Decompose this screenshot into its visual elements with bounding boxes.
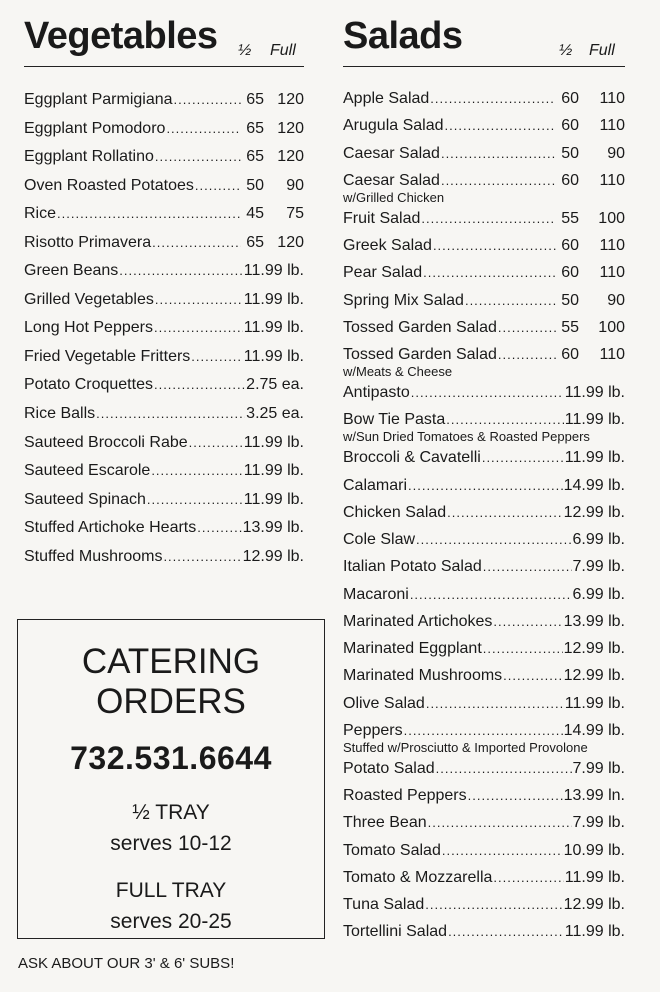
menu-item bbox=[343, 89, 625, 109]
full-tray-price: 110 bbox=[599, 346, 625, 363]
menu-item bbox=[24, 433, 304, 453]
unit-price: 10.99 lb. bbox=[563, 841, 625, 859]
item-name: Stuffed Mushrooms bbox=[24, 547, 163, 565]
unit-price: 11.99 lb. bbox=[564, 384, 625, 401]
dot-leader bbox=[163, 547, 241, 567]
dot-leader bbox=[430, 89, 556, 109]
menu-item bbox=[24, 404, 304, 424]
menu-item bbox=[343, 557, 625, 577]
item-description: w/Sun Dried Tomatoes & Roasted Peppers bbox=[343, 429, 590, 445]
unit-price: 12.99 lb. bbox=[563, 503, 625, 521]
dot-leader bbox=[96, 404, 245, 424]
item-name: Bow Tie Pasta bbox=[343, 411, 446, 429]
unit-price: 7.99 lb. bbox=[572, 759, 625, 777]
dot-leader bbox=[436, 759, 572, 779]
dot-leader bbox=[428, 813, 572, 833]
item-name: Rice bbox=[24, 205, 57, 223]
menu-item-row bbox=[343, 895, 625, 915]
unit-price: 11.99 lb. bbox=[564, 694, 625, 712]
item-name: Roasted Peppers bbox=[343, 787, 467, 804]
unit-price: 3.25 ea. bbox=[246, 405, 304, 423]
item-name: Oven Roasted Potatoes bbox=[24, 176, 194, 194]
menu-item-row bbox=[24, 518, 304, 538]
catering-orders-box bbox=[17, 619, 325, 939]
menu-item bbox=[343, 786, 625, 806]
menu-item-row bbox=[24, 490, 304, 510]
menu-item bbox=[343, 759, 625, 779]
dot-leader bbox=[483, 557, 572, 577]
item-name: Tossed Garden Salad bbox=[343, 318, 497, 336]
half-tray-info bbox=[18, 797, 324, 859]
item-name: Grilled Vegetables bbox=[24, 290, 154, 308]
item-name: Tossed Garden Salad bbox=[343, 346, 497, 363]
item-description: w/Grilled Chicken bbox=[343, 189, 445, 205]
menu-item-row bbox=[24, 404, 304, 424]
item-name: Macaroni bbox=[343, 585, 409, 603]
item-name: Marinated Mushrooms bbox=[343, 667, 503, 685]
full-tray-price: 90 bbox=[607, 144, 625, 162]
item-name: Olive Salad bbox=[343, 694, 425, 712]
dot-leader bbox=[482, 448, 564, 468]
item-name: Tomato & Mozzarella bbox=[343, 868, 493, 886]
dot-leader bbox=[425, 895, 562, 915]
unit-price: 6.99 lb. bbox=[572, 585, 625, 603]
half-tray-price: 45 bbox=[246, 205, 264, 223]
item-name: Potato Salad bbox=[343, 759, 435, 777]
dot-leader bbox=[189, 433, 243, 453]
half-tray-header: ½ bbox=[238, 42, 252, 59]
menu-item-row bbox=[343, 530, 625, 550]
item-name: Rice Balls bbox=[24, 405, 96, 423]
item-name: Stuffed Artichoke Hearts bbox=[24, 519, 197, 537]
unit-price: 11.99 lb. bbox=[243, 319, 304, 337]
menu-item-row bbox=[24, 90, 304, 110]
menu-item-row bbox=[343, 448, 625, 468]
unit-price: 11.99 lb. bbox=[564, 923, 625, 941]
menu-item-row bbox=[343, 922, 625, 942]
dot-leader bbox=[416, 530, 571, 550]
full-tray-label: FULL TRAY bbox=[115, 879, 227, 902]
menu-item bbox=[343, 291, 625, 311]
menu-item-row bbox=[24, 375, 304, 395]
menu-item bbox=[343, 841, 625, 861]
menu-item-row bbox=[343, 557, 625, 577]
dot-leader bbox=[119, 261, 243, 281]
salads-list bbox=[343, 89, 625, 942]
menu-item bbox=[24, 547, 304, 567]
dot-leader bbox=[445, 116, 556, 136]
menu-item bbox=[343, 410, 625, 445]
unit-price: 11.99 lb. bbox=[243, 490, 304, 508]
full-tray-price: 100 bbox=[598, 318, 625, 336]
menu-item bbox=[343, 448, 625, 468]
half-tray-price: 60 bbox=[561, 237, 579, 254]
menu-item-row bbox=[343, 410, 625, 430]
menu-item-row bbox=[24, 290, 304, 310]
menu-item-row bbox=[24, 318, 304, 338]
unit-price: 11.99 lb. bbox=[243, 290, 304, 308]
menu-item-row bbox=[343, 868, 625, 888]
menu-item-row bbox=[343, 171, 625, 191]
dot-leader bbox=[483, 639, 563, 659]
menu-item-row bbox=[24, 461, 304, 481]
dot-leader bbox=[423, 263, 556, 283]
menu-item-row bbox=[343, 721, 625, 741]
catering-title bbox=[18, 642, 324, 722]
menu-item bbox=[24, 490, 304, 510]
item-name: Broccoli & Cavatelli bbox=[343, 449, 481, 467]
unit-price: 11.99 lb. bbox=[564, 411, 625, 429]
dot-leader bbox=[426, 694, 564, 714]
full-tray-info bbox=[18, 875, 324, 937]
item-name: Potato Croquettes bbox=[24, 376, 153, 394]
full-tray-header: Full bbox=[270, 42, 296, 59]
unit-price: 11.99 lb. bbox=[243, 262, 304, 280]
header-divider bbox=[343, 66, 625, 67]
menu-item bbox=[343, 895, 625, 915]
unit-price: 12.99 lb. bbox=[563, 640, 625, 657]
menu-item bbox=[24, 261, 304, 281]
menu-item bbox=[343, 476, 625, 496]
item-name: Eggplant Rollatino bbox=[24, 148, 154, 166]
unit-price: 11.99 lb. bbox=[243, 462, 304, 480]
full-tray-price: 110 bbox=[599, 264, 625, 282]
catering-line-1: CATERING bbox=[81, 642, 261, 681]
unit-price: 13.99 ln. bbox=[563, 787, 625, 804]
unit-price: 12.99 lb. bbox=[563, 667, 625, 685]
dot-leader bbox=[468, 786, 563, 806]
item-name: Fruit Salad bbox=[343, 209, 421, 227]
dot-leader bbox=[411, 383, 564, 403]
menu-item bbox=[343, 813, 625, 833]
unit-price: 7.99 lb. bbox=[572, 558, 625, 576]
item-name: Eggplant Parmigiana bbox=[24, 91, 173, 108]
unit-price: 13.99 lb. bbox=[242, 519, 304, 537]
item-name: Eggplant Pomodoro bbox=[24, 119, 166, 137]
dot-leader bbox=[174, 90, 241, 110]
half-tray-price: 60 bbox=[561, 90, 579, 107]
menu-item bbox=[343, 922, 625, 942]
menu-item-row bbox=[343, 263, 625, 283]
menu-item bbox=[343, 585, 625, 605]
catering-line-2: ORDERS bbox=[96, 682, 246, 721]
half-tray-price: 55 bbox=[561, 318, 579, 336]
item-name: Tortellini Salad bbox=[343, 923, 448, 941]
menu-item bbox=[343, 209, 625, 229]
item-name: Fried Vegetable Fritters bbox=[24, 347, 191, 365]
item-name: Chicken Salad bbox=[343, 503, 447, 521]
unit-price: 14.99 lb. bbox=[563, 721, 625, 739]
menu-item-row bbox=[24, 147, 304, 167]
dot-leader bbox=[195, 176, 241, 196]
dot-leader bbox=[154, 375, 245, 395]
menu-item bbox=[24, 347, 304, 367]
full-tray-price: 100 bbox=[598, 209, 625, 227]
salads-header bbox=[343, 0, 625, 72]
menu-item-row bbox=[343, 585, 625, 605]
salads-column bbox=[343, 0, 625, 950]
dot-leader bbox=[408, 476, 563, 496]
header-divider bbox=[24, 66, 304, 67]
menu-item-row bbox=[343, 89, 625, 109]
half-tray-price: 65 bbox=[246, 233, 264, 251]
unit-price: 11.99 lb. bbox=[564, 449, 625, 467]
menu-item bbox=[343, 318, 625, 338]
item-name: Tomato Salad bbox=[343, 841, 441, 859]
unit-price: 7.99 lb. bbox=[572, 814, 625, 832]
vegetables-header bbox=[24, 0, 304, 72]
menu-item-row bbox=[343, 759, 625, 779]
menu-item-row bbox=[343, 476, 625, 496]
menu-item bbox=[24, 204, 304, 224]
menu-item-row bbox=[343, 639, 625, 659]
menu-item-row bbox=[343, 503, 625, 523]
item-name: Risotto Primavera bbox=[24, 233, 152, 251]
item-name: Antipasto bbox=[343, 384, 410, 401]
half-tray-price: 60 bbox=[561, 264, 579, 282]
menu-item-row bbox=[24, 261, 304, 281]
unit-price: 14.99 lb. bbox=[563, 476, 625, 494]
dot-leader bbox=[441, 171, 556, 191]
vegetables-title: Vegetables bbox=[24, 15, 218, 57]
menu-item bbox=[24, 318, 304, 338]
item-name: Cole Slaw bbox=[343, 531, 416, 548]
catering-phone[interactable]: 732.531.6644 bbox=[70, 740, 272, 776]
item-name: Arugula Salad bbox=[343, 117, 444, 135]
dot-leader bbox=[447, 503, 562, 523]
menu-item bbox=[343, 171, 625, 206]
menu-item bbox=[343, 116, 625, 136]
dot-leader bbox=[155, 290, 243, 310]
item-name: Caesar Salad bbox=[343, 171, 440, 189]
dot-leader bbox=[465, 291, 556, 311]
item-name: Green Beans bbox=[24, 262, 119, 280]
full-tray-price: 90 bbox=[607, 291, 625, 309]
item-name: Marinated Artichokes bbox=[343, 612, 493, 630]
unit-price: 11.99 lb. bbox=[243, 433, 304, 451]
full-tray-price: 120 bbox=[277, 233, 304, 251]
half-tray-price: 65 bbox=[246, 119, 264, 137]
item-name: Greek Salad bbox=[343, 237, 432, 254]
half-tray-price: 50 bbox=[246, 176, 264, 194]
dot-leader bbox=[410, 585, 572, 605]
item-name: Calamari bbox=[343, 476, 408, 494]
half-tray-header: ½ bbox=[559, 42, 573, 59]
menu-item bbox=[343, 530, 625, 550]
menu-item-row bbox=[24, 119, 304, 139]
full-tray-price: 75 bbox=[286, 205, 304, 223]
menu-item bbox=[343, 503, 625, 523]
unit-price: 13.99 lb. bbox=[563, 612, 625, 630]
menu-item-row bbox=[343, 383, 625, 403]
dot-leader bbox=[493, 868, 563, 888]
half-tray-price: 50 bbox=[561, 144, 579, 162]
item-name: Pear Salad bbox=[343, 264, 423, 282]
half-tray-price: 50 bbox=[561, 291, 579, 309]
full-tray-serves: serves 20-25 bbox=[110, 910, 232, 933]
dot-leader bbox=[442, 841, 563, 861]
dot-leader bbox=[498, 318, 556, 338]
vegetables-column bbox=[24, 0, 304, 575]
menu-item bbox=[343, 868, 625, 888]
full-tray-price: 120 bbox=[277, 148, 304, 166]
dot-leader bbox=[152, 233, 241, 253]
menu-item bbox=[343, 666, 625, 686]
item-description: Stuffed w/Prosciutto & Imported Provolone bbox=[343, 739, 588, 755]
item-name: Marinated Eggplant bbox=[343, 640, 482, 657]
menu-item bbox=[343, 639, 625, 659]
item-name: Italian Potato Salad bbox=[343, 558, 482, 576]
menu-item-row bbox=[343, 666, 625, 686]
dot-leader bbox=[493, 612, 562, 632]
menu-item bbox=[24, 518, 304, 538]
menu-item-row bbox=[343, 786, 625, 806]
item-name: Peppers bbox=[343, 721, 403, 739]
menu-item bbox=[343, 236, 625, 256]
menu-item-row bbox=[343, 694, 625, 714]
menu-item-row bbox=[343, 318, 625, 338]
item-name: Sauteed Escarole bbox=[24, 462, 151, 480]
menu-item-row bbox=[343, 841, 625, 861]
full-tray-header: Full bbox=[589, 42, 615, 59]
item-name: Tuna Salad bbox=[343, 896, 425, 913]
unit-price: 2.75 ea. bbox=[246, 376, 304, 394]
menu-item-row bbox=[343, 291, 625, 311]
salads-title: Salads bbox=[343, 15, 463, 57]
menu-item-row bbox=[24, 433, 304, 453]
half-tray-price: 60 bbox=[561, 117, 579, 135]
menu-item bbox=[24, 147, 304, 167]
unit-price: 12.99 lb. bbox=[242, 547, 304, 565]
menu-item-row bbox=[24, 233, 304, 253]
dot-leader bbox=[498, 345, 556, 365]
dot-leader bbox=[448, 922, 564, 942]
dot-leader bbox=[154, 318, 243, 338]
unit-price: 12.99 lb. bbox=[563, 896, 625, 913]
subs-note: ASK ABOUT OUR 3' & 6' SUBS! bbox=[18, 955, 235, 972]
menu-item bbox=[343, 694, 625, 714]
menu-item bbox=[343, 345, 625, 380]
menu-item-row bbox=[343, 116, 625, 136]
vegetables-list bbox=[24, 90, 304, 567]
dot-leader bbox=[151, 461, 242, 481]
full-tray-price: 110 bbox=[599, 117, 625, 135]
menu-item bbox=[343, 721, 625, 756]
item-name: Sauteed Broccoli Rabe bbox=[24, 433, 188, 451]
half-tray-price: 65 bbox=[246, 91, 264, 108]
full-tray-price: 120 bbox=[277, 91, 304, 108]
full-tray-price: 120 bbox=[277, 119, 304, 137]
item-name: Sauteed Spinach bbox=[24, 490, 146, 508]
half-tray-price: 65 bbox=[246, 148, 264, 166]
dot-leader bbox=[197, 518, 241, 538]
dot-leader bbox=[57, 204, 241, 224]
half-tray-label: ½ TRAY bbox=[132, 801, 210, 824]
unit-price: 6.99 lb. bbox=[572, 531, 625, 548]
dot-leader bbox=[446, 410, 564, 430]
dot-leader bbox=[166, 119, 241, 139]
dot-leader bbox=[191, 347, 243, 367]
full-tray-price: 110 bbox=[599, 90, 625, 107]
menu-item-row bbox=[24, 547, 304, 567]
menu-item bbox=[343, 263, 625, 283]
menu-item bbox=[24, 461, 304, 481]
dot-leader bbox=[503, 666, 562, 686]
menu-item bbox=[24, 233, 304, 253]
item-name: Three Bean bbox=[343, 814, 427, 832]
item-name: Long Hot Peppers bbox=[24, 319, 153, 337]
menu-item-row bbox=[24, 347, 304, 367]
menu-item-row bbox=[24, 176, 304, 196]
dot-leader bbox=[421, 209, 556, 229]
dot-leader bbox=[155, 147, 241, 167]
menu-item-row bbox=[343, 612, 625, 632]
menu-item bbox=[24, 290, 304, 310]
menu-item-row bbox=[343, 813, 625, 833]
full-tray-price: 110 bbox=[599, 171, 625, 189]
menu-item-row bbox=[343, 345, 625, 365]
half-tray-price: 55 bbox=[561, 209, 579, 227]
half-tray-price: 60 bbox=[561, 346, 579, 363]
dot-leader bbox=[441, 144, 556, 164]
item-name: Apple Salad bbox=[343, 90, 430, 107]
menu-item bbox=[24, 90, 304, 110]
menu-item-row bbox=[343, 209, 625, 229]
full-tray-price: 90 bbox=[286, 176, 304, 194]
unit-price: 11.99 lb. bbox=[243, 347, 304, 365]
dot-leader bbox=[404, 721, 563, 741]
dot-leader bbox=[147, 490, 243, 510]
menu-item-row bbox=[24, 204, 304, 224]
half-tray-serves: serves 10-12 bbox=[110, 832, 232, 855]
menu-item-row bbox=[343, 236, 625, 256]
full-tray-price: 110 bbox=[599, 237, 625, 254]
menu-item-row bbox=[343, 144, 625, 164]
menu-item bbox=[343, 144, 625, 164]
menu-item bbox=[24, 375, 304, 395]
menu-item bbox=[24, 176, 304, 196]
half-tray-price: 60 bbox=[561, 171, 579, 189]
menu-item bbox=[343, 612, 625, 632]
menu-item bbox=[24, 119, 304, 139]
item-description: w/Meats & Cheese bbox=[343, 364, 453, 379]
item-name: Caesar Salad bbox=[343, 144, 440, 162]
item-name: Spring Mix Salad bbox=[343, 291, 464, 309]
dot-leader bbox=[433, 236, 556, 256]
unit-price: 11.99 lb. bbox=[564, 868, 625, 886]
menu-item bbox=[343, 383, 625, 403]
